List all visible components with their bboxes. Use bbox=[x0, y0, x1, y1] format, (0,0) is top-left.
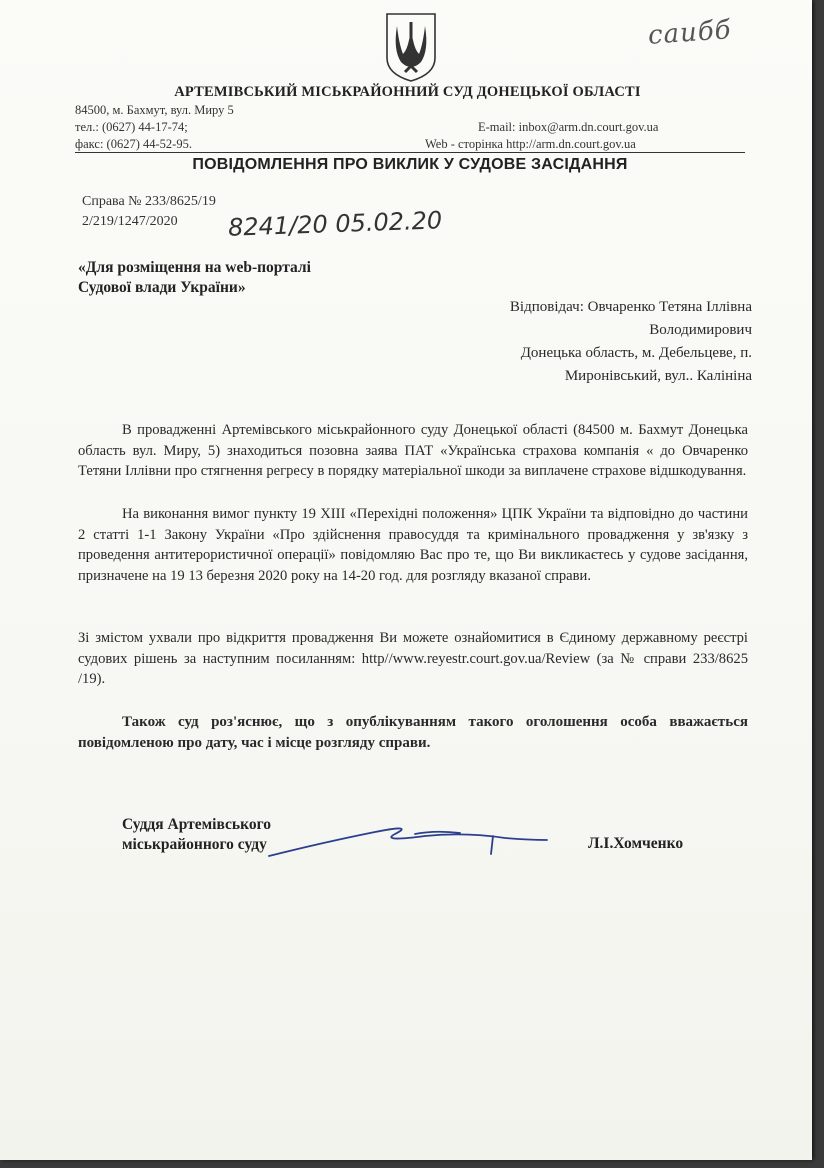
portal-note bbox=[78, 258, 311, 298]
defendant-block bbox=[420, 296, 752, 388]
court-fax: факс: (0627) 44-52-95. bbox=[75, 137, 192, 151]
judge-name: Л.І.Хомченко bbox=[588, 835, 684, 852]
judge-title bbox=[122, 815, 271, 855]
court-website: Web - сторінка http://arm.dn.court.gov.ua bbox=[425, 137, 636, 151]
defendant-line3: Донецька область, м. Дебельцеве, п. bbox=[520, 345, 752, 361]
body-paragraph-4: Також суд роз'яснює, що з опублікуванням такого оголошення особа вважається повідомленою про дату, час і місце розгляду справи. bbox=[78, 714, 748, 751]
handwritten-corner-note: саибб bbox=[647, 15, 733, 51]
case-number: Справа № 233/8625/19 bbox=[82, 194, 216, 209]
defendant-line2: Володимирович bbox=[649, 322, 752, 338]
body-paragraph-3: Зі змістом ухвали про відкриття провадження Ви можете ознайомитися в Єдиному державному реєстрі судових рішень за наступним посиланням: http//www.reyestr.court.gov.ua/Review (за № справи 233/8625 /19). bbox=[78, 630, 748, 688]
body-paragraph-1: В провадженні Артемівського міськрайонного суду Донецької області (84500 м. Бахмут Донецька область вул. Миру, 5) знаходиться позовна заява ПАТ «Українська страхова компанія « до Овчаренко Тетяни Іллівни про стягнення регресу в порядку матеріальної шкоди за виплачене страхове відшкодування. bbox=[78, 422, 748, 480]
signature-icon bbox=[265, 812, 555, 862]
portal-note-line1: «Для розміщення на web-порталі bbox=[78, 259, 311, 276]
judge-title-line1: Суддя Артемівського bbox=[122, 816, 272, 833]
defendant-line4: Миронівський, вул.. Калініна bbox=[564, 368, 752, 384]
document-title: ПОВІДОМЛЕННЯ ПРО ВИКЛИК У СУДОВЕ ЗАСІДАННЯ bbox=[192, 156, 628, 173]
case-registration: 2/219/1247/2020 bbox=[82, 214, 178, 229]
defendant-line1: Відповідач: Овчаренко Тетяна Іллівна bbox=[509, 299, 752, 315]
court-name: АРТЕМІВСЬКИЙ МІСЬКРАЙОННИЙ СУД ДОНЕЦЬКОЇ ОБЛАСТІ bbox=[174, 84, 641, 100]
coat-of-arms-icon bbox=[383, 10, 439, 84]
portal-note-line2: Судової влади України» bbox=[78, 279, 246, 296]
header-divider bbox=[75, 152, 745, 153]
judge-title-line2: міськрайонного суду bbox=[122, 836, 267, 853]
handwritten-registration: 8241/20 05.02.20 bbox=[227, 206, 443, 242]
court-email: E-mail: inbox@arm.dn.court.gov.ua bbox=[478, 120, 659, 134]
body-paragraph-2: На виконання вимог пункту 19 XIII «Перехідні положення» ЦПК України та відповідно до частини 2 статті 1-1 Закону України «Про здійснення правосуддя та кримінального провадження у зв'язку з проведення антитерористичної операції» повідомляю Вас про те, що Ви викликаєтесь у судове засідання, призначене на 19 13 березня 2020 року на 14-20 год. для розгляду вказаної справи. bbox=[78, 506, 748, 584]
court-phone: тел.: (0627) 44-17-74; bbox=[75, 120, 188, 134]
court-address: 84500, м. Бахмут, вул. Миру 5 bbox=[75, 103, 234, 117]
